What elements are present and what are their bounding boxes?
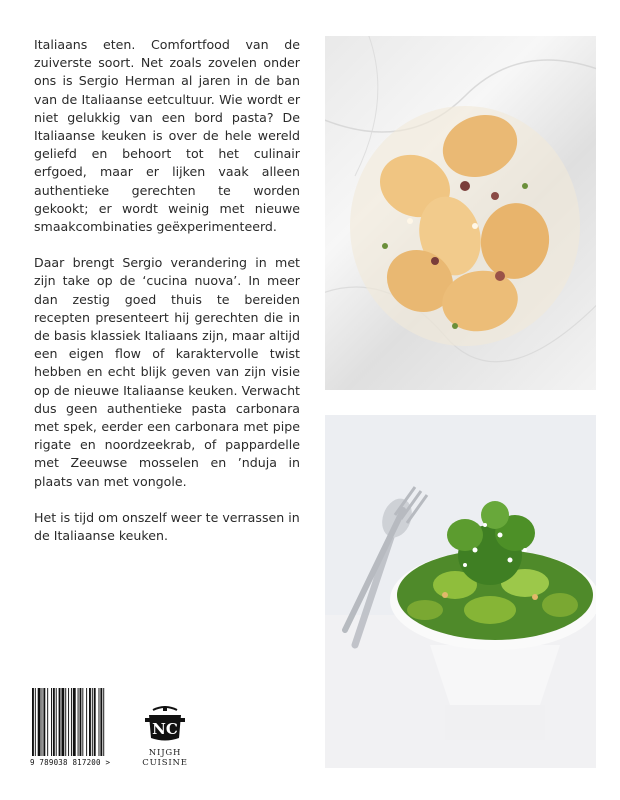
publisher-name-line1: NIJGH: [148, 748, 182, 758]
paragraph-cucina-nuova: Daar brengt Sergio verandering in met zijn take op de ‘cucina nuova’. In meer dan zestig goed thuis te bereiden recepten presenteert hij gerechten die in de basis klassiek Italiaans zijn, maar altijd een eigen flow of karaktervolle twist hebben en echt blijk geven van zijn visie op de nieuwe Italiaanse keuken. Verwacht dus geen authentieke pasta carbonara met spek, eerder een carbonara met pipe rigate en noordzeekrab, of pappardelle met Zeeuwse mosselen en ’nduja in plaats van met vongole.: [34, 255, 300, 489]
pasta-dish-photo: [325, 36, 596, 390]
cooking-pot-icon: [145, 706, 185, 744]
isbn-number: 9 789038 817200 >: [30, 758, 111, 767]
back-cover-text: [34, 36, 300, 563]
salad-dish-photo: [325, 415, 596, 768]
paragraph-closing: Het is tijd om onszelf weer te verrassen in de Italiaanse keuken.: [34, 509, 300, 544]
logo-letters: NC: [152, 720, 178, 738]
publisher-logo: [140, 706, 190, 772]
publisher-name-line2: CUISINE: [142, 758, 188, 768]
paragraph-intro: Italiaans eten. Comfortfood van de zuiverste soort. Net zoals zovelen onder ons is Sergio Herman al jaren in de ban van de Italiaanse eetcultuur. Wie wordt er niet gelukkig van een bord pasta? De Italiaanse keuken is over de hele wereld geliefd en behoort tot het culinair erfgoed, maar er lijken vaak alleen authentieke gerechten te worden gekookt; er wordt weinig met nieuwe smaakcombinaties geëxperimenteerd.: [34, 37, 300, 235]
